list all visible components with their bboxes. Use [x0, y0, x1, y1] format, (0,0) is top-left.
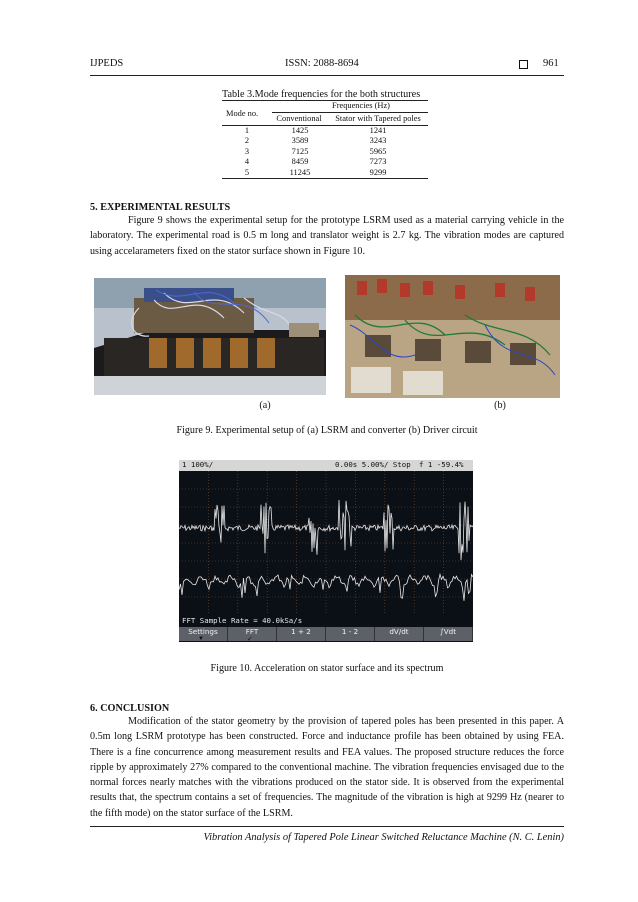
driver-circuit-drawing: [345, 275, 560, 398]
table-caption: Table 3.Mode frequencies for the both structures: [222, 89, 421, 100]
mode-cell: 4: [244, 157, 250, 167]
journal-name: IJPEDS: [90, 58, 124, 69]
driver-circuit-photo: [345, 275, 560, 398]
tapered-cell: 5965: [369, 146, 387, 156]
experimental-paragraph: [90, 213, 564, 259]
scope-add-button[interactable]: 1 + 2: [277, 627, 326, 641]
scope-trigger: f 1 -59.4%: [419, 460, 464, 469]
lsrm-photo: [94, 278, 326, 395]
fft-check-icon: ✓: [247, 635, 253, 643]
oscilloscope-trace: [179, 460, 473, 642]
scope-timebase: 0.00s 5.00%/ Stop: [335, 460, 411, 469]
scope-subtract-button[interactable]: 1 - 2: [326, 627, 375, 641]
scope-sample-rate: FFT Sample Rate = 40.0kSa/s: [182, 616, 303, 625]
table-row: [222, 168, 428, 178]
tapered-cell: 7273: [369, 157, 387, 167]
scope-integral-button[interactable]: ∫Vdt: [424, 627, 473, 641]
tapered-cell: 9299: [369, 167, 387, 177]
table-bottom-rule: [222, 178, 428, 179]
page-number: 961: [543, 58, 559, 69]
conclusion-text: Modification of the stator geometry by the provision of tapered poles has been presented in this paper. A 0.5m long LSRM prototype has been constructed. Force and inductance profile has been obtained by using FEA. There is a fine concurrence among measurement results and FEA values. The proposed structure reduces the force ripple by approximately 27% compared to the conventional machine. The vibration frequencies envisaged due to the normal forces nearly matches with the vibrations produced on the stator side. It is observed from the experimental results that, the spectrum contains a set of frequencies. The magnitude of the vibration is high at 9299 Hz (nearer to the fifth mode) on the stator surface of the LSRM.: [90, 716, 564, 819]
mode-cell: 5: [244, 167, 250, 177]
table-header-tapered: Stator with Tapered poles: [335, 114, 421, 123]
figure9-caption: Figure 9. Experimental setup of (a) LSRM and converter (b) Driver circuit: [176, 425, 478, 436]
running-footer: Vibration Analysis of Tapered Pole Linear Switched Reluctance Machine (N. C. Lenin): [203, 832, 564, 843]
table-row: [222, 136, 428, 146]
tapered-cell: 3243: [369, 136, 387, 146]
section-heading-experimental: 5. EXPERIMENTAL RESULTS: [90, 202, 231, 213]
table-row: [222, 147, 428, 157]
table-row: [222, 157, 428, 167]
table-group-rule: [272, 112, 428, 113]
oscilloscope-screen: [179, 460, 473, 642]
conventional-cell: 11245: [289, 167, 311, 177]
experimental-text: Figure 9 shows the experimental setup for the prototype LSRM used as a material carrying vehicle in the laboratory. The experimental road is 0.5 m long and translator weight is 2.7 kg. The vibration modes are captured using accelarameters fixed on the stator surface shown in Figure 10.: [90, 215, 564, 257]
mode-cell: 2: [244, 136, 250, 146]
issn: ISSN: 2088-8694: [285, 58, 359, 69]
lsrm-photo-drawing: [94, 278, 326, 395]
scope-derivative-button[interactable]: dV/dt: [375, 627, 424, 641]
tapered-cell: 1241: [369, 126, 387, 135]
mode-cell: 3: [244, 146, 250, 156]
scope-fft-button[interactable]: FFT: [228, 627, 277, 641]
table-header-conventional: Conventional: [276, 114, 322, 123]
conclusion-paragraph: [90, 714, 564, 821]
section-heading-conclusion: 6. CONCLUSION: [90, 703, 170, 714]
figure10-caption: Figure 10. Acceleration on stator surface and its spectrum: [210, 663, 444, 674]
figure9-label-a: (a): [259, 400, 271, 411]
mode-cell: 1: [244, 126, 250, 135]
table-row: [222, 126, 428, 136]
scope-channel-scale: 1 100%/: [182, 460, 214, 469]
table-header-mode: Mode no.: [226, 109, 259, 118]
mode-frequency-table: [222, 126, 428, 178]
footer-rule: [90, 826, 564, 827]
table-header-frequencies: Frequencies (Hz): [332, 101, 390, 110]
conventional-cell: 8459: [291, 157, 309, 167]
scope-settings-button[interactable]: Settings: [179, 627, 228, 641]
conventional-cell: 1425: [291, 126, 309, 135]
conventional-cell: 3589: [291, 136, 309, 146]
settings-arrow-icon: ▼: [198, 636, 204, 642]
figure9-label-b: (b): [494, 400, 506, 411]
square-icon: [519, 60, 528, 69]
conventional-cell: 7125: [291, 146, 309, 156]
header-rule: [90, 75, 564, 76]
